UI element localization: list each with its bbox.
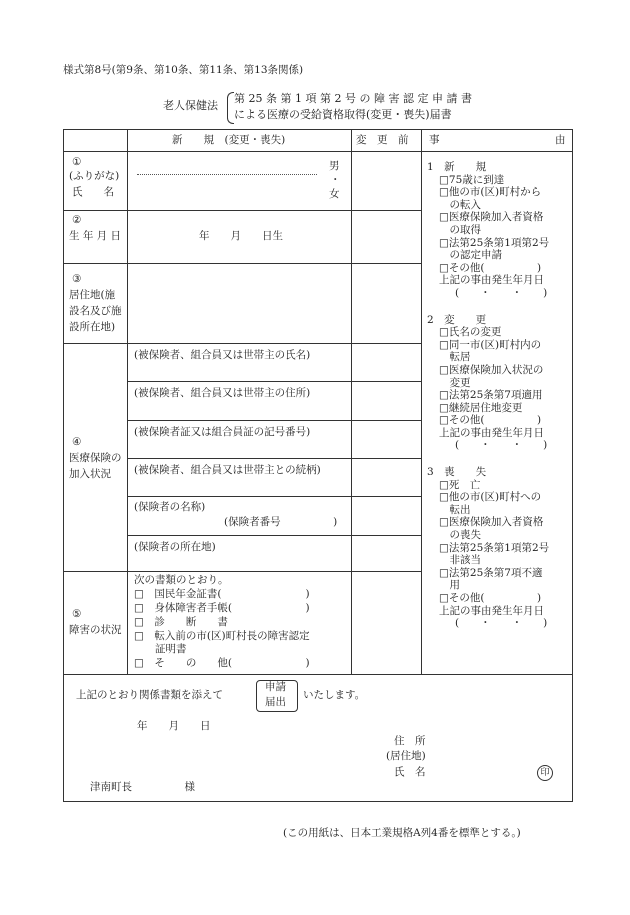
insurer-number-field[interactable]: (保険者番号 ): [224, 516, 338, 528]
row-name-furigana: (ふりがな): [69, 170, 120, 182]
law-name: 老人保健法: [163, 99, 218, 112]
option-notify[interactable]: 届出: [265, 696, 286, 708]
reason-change-item[interactable]: □その他( ): [439, 414, 542, 427]
option-apply[interactable]: 申請: [265, 681, 286, 693]
row-insurance-label-2: 加入状況: [69, 468, 111, 480]
row-birth-number: ②: [72, 214, 82, 226]
birth-date-field[interactable]: 年 月 日生: [199, 230, 283, 242]
submission-date[interactable]: 年 月 日: [137, 720, 211, 732]
row-disability-number: ⑤: [72, 608, 82, 620]
title-line-2: による医療の受給資格取得(変更・喪失)届書: [234, 108, 452, 121]
row-disability-label: 障害の状況: [69, 624, 122, 636]
reason-new-item[interactable]: □その他( ): [439, 261, 542, 274]
insured-name-field[interactable]: (被保険者、組合員又は世帯主の氏名): [134, 349, 311, 361]
reason-change-item: 転居: [439, 351, 471, 364]
furigana-dotted-line: [137, 174, 317, 175]
row-insurance-label-1: 医療保険の: [69, 452, 122, 464]
row-birth-label: 生 年 月 日: [69, 230, 122, 242]
reason-change-item[interactable]: □同一市(区)町村内の: [439, 338, 542, 351]
row-address-label-3: 設所在地): [69, 321, 116, 333]
gender-female: 女: [329, 188, 340, 200]
doc-disability-handbook[interactable]: □ 身体障害者手帳( ): [134, 602, 310, 614]
col-header-new: 新 規 (変更・喪失): [172, 134, 286, 146]
doc-medical-certificate[interactable]: □ 診 断 書: [134, 616, 228, 628]
reason-loss-item: 転出: [439, 503, 471, 516]
applicant-name-label: 氏 名: [394, 766, 426, 778]
reason-new-item[interactable]: □法第25条第1項第2号: [439, 236, 550, 249]
reason-change-item[interactable]: □法第25条第7項適用: [439, 389, 543, 402]
gender-male: 男: [329, 160, 340, 172]
style-number: 様式第8号(第9条、第10条、第11条、第13条関係): [63, 64, 304, 76]
row-address-label-1: 居住地(施: [69, 289, 116, 301]
gender-separator: ・: [330, 174, 341, 186]
reason-new-title: 1 新 規: [427, 161, 487, 173]
insurance-card-number-field[interactable]: (被保険者証又は組合員証の記号番号): [134, 426, 311, 438]
disability-intro: 次の書類のとおり。: [134, 574, 229, 586]
doc-transfer-certificate[interactable]: □ 転入前の市(区)町村長の障害認定: [134, 630, 310, 642]
col-header-reason: 事 由: [429, 134, 566, 146]
applicant-address-label: 住 所: [394, 735, 426, 747]
doc-transfer-certificate-cont: 証明書: [134, 643, 187, 655]
reason-loss-title: 3 喪 失: [427, 466, 487, 479]
reason-loss-item: 非該当: [439, 554, 481, 567]
reason-loss-item: 用: [439, 579, 460, 592]
reason-change-date-label: 上記の事由発生年月日: [439, 426, 544, 439]
reason-change-item: 変更: [439, 376, 471, 389]
doc-other[interactable]: □ そ の 他( ): [134, 657, 310, 669]
reason-loss-item[interactable]: □法第25条第1項第2号: [439, 541, 550, 554]
col-header-before: 変 更 前: [356, 134, 409, 146]
relationship-field[interactable]: (被保険者、組合員又は世帯主との続柄): [134, 464, 321, 476]
reason-loss-item[interactable]: □死 亡: [439, 478, 481, 491]
row-name-number: ①: [72, 156, 82, 168]
reason-change-item[interactable]: □医療保険加入状況の: [439, 363, 544, 376]
reason-change-item[interactable]: □氏名の変更: [439, 326, 502, 339]
reason-change-title: 2 変 更: [427, 313, 487, 326]
title-line-1: 第 25 条 第 1 項 第 2 号 の 障 害 認 定 申 請 書: [234, 92, 472, 105]
title-brace: [227, 92, 234, 124]
reason-new-item[interactable]: □医療保険加入者資格: [439, 211, 544, 224]
reason-change-item[interactable]: □継続居住地変更: [439, 401, 523, 414]
reason-loss-date-label: 上記の事由発生年月日: [439, 604, 544, 617]
reason-loss-item[interactable]: □他の市(区)町村への: [439, 491, 542, 504]
reason-new-item: の転入: [439, 198, 481, 211]
reason-change-date-field[interactable]: ( ・ ・ ): [455, 439, 548, 452]
insured-address-field[interactable]: (被保険者、組合員又は世帯主の住所): [134, 387, 311, 399]
reasons-list: [427, 161, 549, 630]
addressee-mayor: 津南町長 様: [90, 781, 195, 793]
row-address-label-2: 設名及び施: [69, 305, 122, 317]
reason-loss-item[interactable]: □医療保険加入者資格: [439, 516, 544, 529]
reason-loss-item[interactable]: □その他( ): [439, 592, 542, 604]
applicant-residence-label: (居住地): [386, 750, 426, 762]
form-table: [63, 129, 573, 802]
reason-loss-item: の喪失: [439, 529, 481, 542]
reason-new-date-field[interactable]: ( ・ ・ ): [455, 286, 548, 299]
reason-new-date-label: 上記の事由発生年月日: [439, 274, 544, 287]
row-name-label: 氏 名: [72, 186, 114, 198]
reason-new-item: の取得: [439, 223, 481, 236]
reason-loss-item[interactable]: □法第25条第7項不適: [439, 566, 543, 579]
seal-mark: 印: [537, 765, 553, 781]
reason-new-item[interactable]: □他の市(区)町村から: [439, 186, 542, 199]
insurer-location-field[interactable]: (保険者の所在地): [134, 541, 216, 553]
reason-loss-date-field[interactable]: ( ・ ・ ): [455, 617, 548, 630]
doc-pension-certificate[interactable]: □ 国民年金証書( ): [134, 588, 310, 600]
insurer-name-field[interactable]: (保険者の名称): [134, 501, 206, 513]
statement-post: いたします。: [303, 689, 366, 701]
paper-size-note: (この用紙は、日本工業規格A列4番を標準とする。): [283, 827, 521, 839]
reason-new-item: の認定申請: [439, 249, 502, 262]
row-address-number: ③: [72, 273, 82, 285]
reason-new-item[interactable]: □75歳に到達: [439, 173, 505, 186]
row-insurance-number: ④: [72, 436, 82, 448]
statement-pre: 上記のとおり関係書類を添えて: [76, 689, 223, 701]
